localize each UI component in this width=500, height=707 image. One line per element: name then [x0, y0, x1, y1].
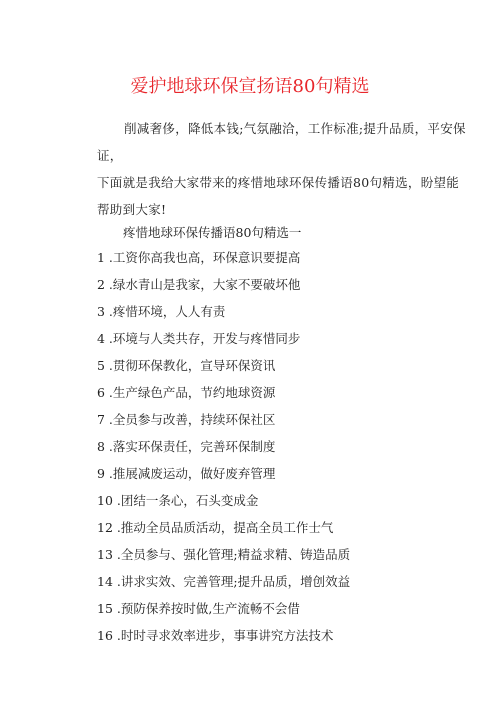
section-subheading: 疼惜地球环保传播语80句精选一 — [123, 225, 302, 240]
intro-paragraph-2: 下面就是我给大家带来的疼惜地球环保传播语80句精选，盼望能帮助到大家! — [97, 175, 460, 217]
list-item: 3 .疼惜环境，人人有责 — [97, 304, 226, 319]
list-item: 4 .环境与人类共存，开发与疼惜同步 — [97, 331, 301, 346]
list-item: 5 .贯彻环保教化，宣导环保资讯 — [97, 358, 276, 373]
list-item: 2 .绿水青山是我家，大家不要破坏他 — [97, 277, 301, 292]
list-item: 10 .团结一条心，石头变成金 — [97, 493, 259, 508]
intro-paragraph-1: 削减奢侈，降低本钱;气氛融洽，工作标准;提升品质，平安保证， — [97, 121, 466, 163]
list-item: 8 .落实环保责任，完善环保制度 — [97, 439, 276, 454]
list-item: 12 .推动全员品质活动，提高全员工作士气 — [97, 520, 334, 535]
list-item: 16 .时时寻求效率进步，事事讲究方法技术 — [97, 628, 334, 643]
list-item: 9 .推展减废运动，做好废弃管理 — [97, 466, 276, 481]
list-item: 6 .生产绿色产品，节约地球资源 — [97, 385, 276, 400]
list-item: 15 .预防保养按时做,生产流畅不会借 — [97, 601, 300, 616]
list-item: 13 .全员参与、强化管理;精益求精、铸造品质 — [97, 547, 351, 562]
slogan-list — [97, 247, 477, 652]
page-title: 爱护地球环保宣扬语80句精选 — [130, 76, 370, 97]
list-item: 7 .全员参与改善，持续环保社区 — [97, 412, 276, 427]
list-item: 14 .讲求实效、完善管理;提升品质，增创效益 — [97, 574, 351, 589]
list-item: 1 .工资你高我也高，环保意识要提高 — [97, 250, 301, 265]
